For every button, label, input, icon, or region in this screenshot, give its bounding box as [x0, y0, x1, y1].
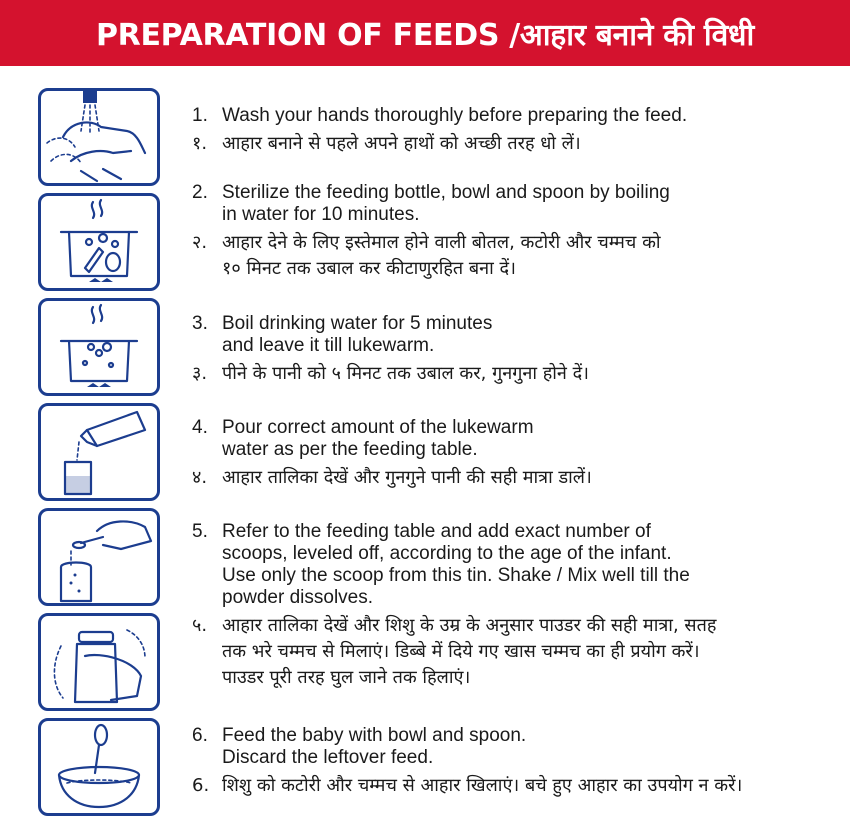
step-text: Feed the baby with bowl and spoon.	[222, 725, 527, 746]
step-text: पाउडर पूरी तरह घुल जाने तक हिलाएं।	[222, 667, 471, 688]
step-hindi	[192, 131, 842, 157]
step-1	[192, 105, 842, 157]
step-text: आहार तालिका देखें और गुनगुने पानी की सही मात्रा डालें।	[222, 467, 592, 488]
step-number: ३.	[192, 363, 208, 384]
step-number: 3.	[192, 313, 208, 334]
handwash-icon	[38, 88, 160, 186]
step-text: Wash your hands thoroughly before preparing the feed.	[222, 105, 688, 126]
step-text: water as per the feeding table.	[222, 439, 478, 460]
step-number: 1.	[192, 105, 208, 126]
step-text: तक भरे चम्मच से मिलाएं। डिब्बे में दिये गए खास चम्मच का ही प्रयोग करें।	[222, 641, 700, 662]
pour-water-icon	[38, 403, 160, 501]
step-number: 6.	[192, 775, 210, 796]
step-hindi	[192, 613, 842, 691]
step-number: १.	[192, 133, 208, 154]
page-title: PREPARATION OF FEEDS /आहार बनाने की विधी	[0, 0, 850, 66]
step-text: Use only the scoop from this tin. Shake / Mix well till the	[222, 565, 690, 586]
step-text: पीने के पानी को ५ मिनट तक उबाल कर, गुनगुना होने दें।	[222, 363, 590, 384]
scoop-powder-icon	[38, 508, 160, 606]
step-english	[192, 105, 842, 127]
step-number: 5.	[192, 521, 208, 542]
step-text: शिशु को कटोरी और चम्मच से आहार खिलाएं। बचे हुए आहार का उपयोग न करें।	[222, 775, 743, 796]
shake-bottle-icon	[38, 613, 160, 711]
step-english	[192, 417, 842, 461]
step-4	[192, 417, 842, 491]
step-text: Sterilize the feeding bottle, bowl and spoon by boiling	[222, 182, 670, 203]
step-hindi	[192, 465, 842, 491]
step-2	[192, 182, 842, 282]
step-hindi	[192, 773, 842, 799]
step-text: Boil drinking water for 5 minutes	[222, 313, 493, 334]
step-text: आहार देने के लिए इस्तेमाल होने वाली बोतल, कटोरी और चम्मच को	[222, 232, 661, 253]
step-text: आहार बनाने से पहले अपने हाथों को अच्छी तरह धो लें।	[222, 133, 581, 154]
boil-water-icon	[38, 298, 160, 396]
step-number: ४.	[192, 467, 208, 488]
step-english	[192, 182, 842, 226]
step-text: Pour correct amount of the lukewarm	[222, 417, 534, 438]
step-number: 6.	[192, 725, 208, 746]
step-5	[192, 521, 842, 691]
step-text: powder dissolves.	[222, 587, 374, 608]
step-number: ५.	[192, 615, 208, 636]
step-text: १० मिनट तक उबाल कर कीटाणुरहित बना दें।	[222, 258, 516, 279]
step-text: Discard the leftover feed.	[222, 747, 434, 768]
step-text: Refer to the feeding table and add exact number of	[222, 521, 651, 542]
step-number: २.	[192, 232, 208, 253]
step-number: 2.	[192, 182, 208, 203]
step-english	[192, 313, 842, 357]
step-text: in water for 10 minutes.	[222, 204, 420, 225]
step-english	[192, 725, 842, 769]
step-text: scoops, leveled off, according to the age of the infant.	[222, 543, 672, 564]
step-text: आहार तालिका देखें और शिशु के उम्र के अनुसार पाउडर की सही मात्रा, सतह	[222, 615, 717, 636]
bowl-spoon-icon	[38, 718, 160, 816]
sterilize-pot-icon	[38, 193, 160, 291]
step-3	[192, 313, 842, 387]
step-6	[192, 725, 842, 799]
step-hindi	[192, 361, 842, 387]
step-number: 4.	[192, 417, 208, 438]
step-hindi	[192, 230, 842, 282]
step-text: and leave it till lukewarm.	[222, 335, 435, 356]
step-english	[192, 521, 842, 609]
